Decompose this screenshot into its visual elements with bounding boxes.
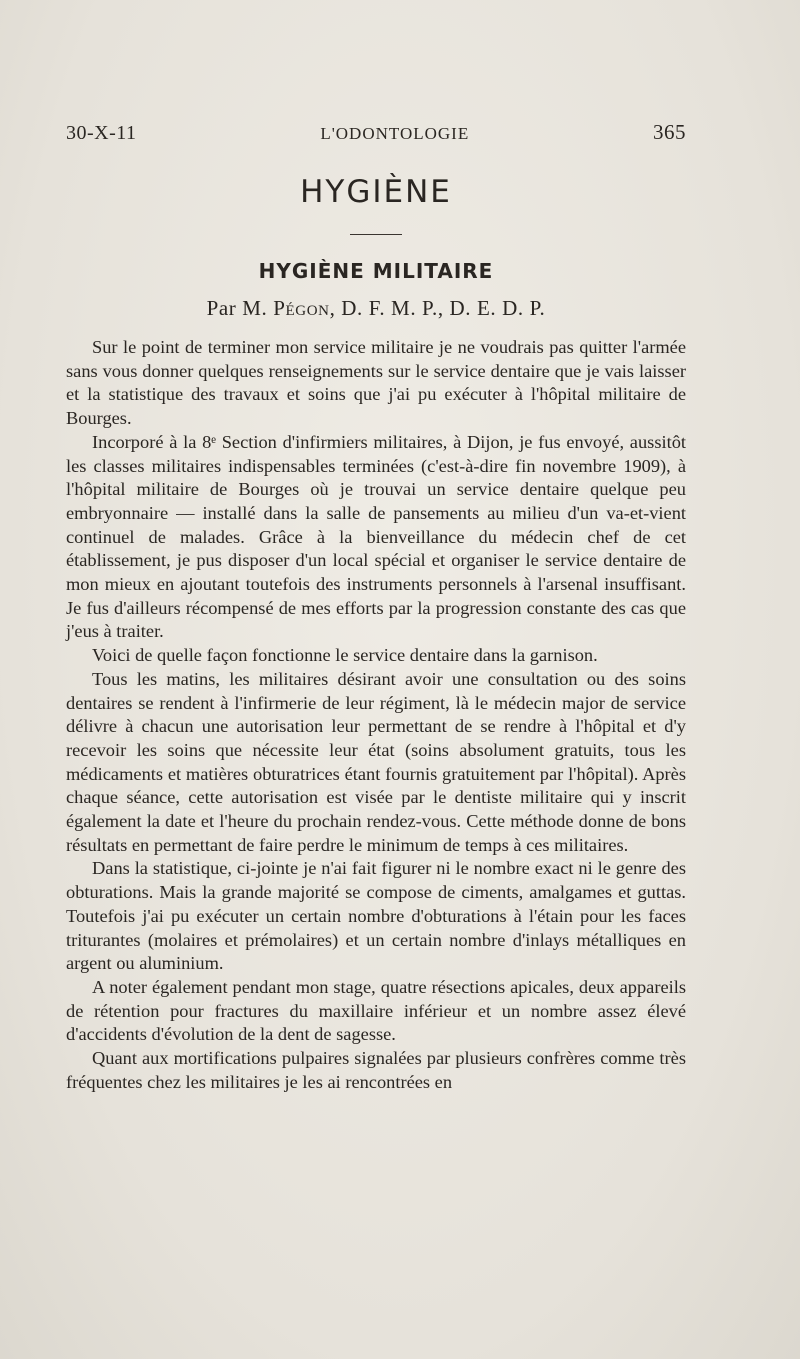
- running-head: [66, 120, 686, 150]
- section-title: HYGIÈNE: [300, 174, 452, 210]
- paragraph: Sur le point de terminer mon service militaire je ne voudrais pas quitter l'armée sans vous donner quelques renseignements sur le service dentaire que je vais laisser et la statistique des travaux et soins que j'ai pu exécuter à l'hôpital militaire de Bourges.: [66, 337, 686, 429]
- divider-rule: [350, 234, 402, 235]
- byline-prefix: Par M.: [206, 296, 268, 320]
- paragraph: A noter également pendant mon stage, quatre résections apicales, deux appareils de rétention pour fractures du maxillaire inférieur et un nombre assez élevé d'accidents d'évolution de la dent de sagesse.: [66, 976, 686, 1045]
- journal-title: L'ODONTOLOGIE: [320, 124, 470, 143]
- article-body: [66, 336, 686, 1095]
- paragraph: Tous les matins, les militaires désirant avoir une consultation ou des soins dentaires se rendent à l'infirmerie de leur régiment, là le médecin major de service délivre à chacun une autorisation leur permettant de se rendre à l'hôpital et d'y recevoir les soins que nécessite leur état (soins absolument gratuits, tous les médicaments et matières obturatrices étant fournis gratuitement par l'hôpital). Après chaque séance, cette autorisation est visée par le dentiste militaire qui y inscrit également la date et l'heure du prochain rendez-vous. Cette méthode donne de bons résultats en permettant de faire perdre le minimum de temps à ces militaires.: [66, 668, 686, 855]
- page: [66, 120, 686, 1095]
- byline-credentials: , D. F. M. P., D. E. D. P.: [329, 296, 546, 320]
- byline-author: Pégon: [273, 296, 330, 320]
- paragraph: Dans la statistique, ci-jointe je n'ai fait figurer ni le nombre exact ni le genre des obturations. Mais la grande majorité se compose de ciments, amalgames et guttas. Toutefois j'ai pu exécuter un certain nombre d'obturations à l'étain pour les faces triturantes (molaires et prémolaires) et un certain nombre d'inlays métalliques en argent ou aluminium.: [66, 858, 686, 974]
- byline: [66, 291, 686, 325]
- article-title: HYGIÈNE MILITAIRE: [258, 259, 494, 283]
- paragraph: Voici de quelle façon fonctionne le service dentaire dans la garnison.: [92, 645, 598, 666]
- issue-date: 30-X-11: [66, 122, 137, 144]
- page-number: 365: [653, 120, 686, 144]
- paragraph: Quant aux mortifications pulpaires signalées par plusieurs confrères comme très fréquentes chez les militaires je les ai rencontrées en: [66, 1048, 686, 1092]
- paragraph: Incorporé à la 8ᵉ Section d'infirmiers militaires, à Dijon, je fus envoyé, aussitôt les classes militaires indispensables terminées (c'est-à-dire fin novembre 1909), à l'hôpital militaire de Bourges où je trouvai un service dentaire quelque peu embryonnaire — installé dans la salle de pansements au milieu d'un va-et-vient continuel de malades. Grâce à la bienveillance du médecin chef de cet établissement, je pus disposer d'un local spécial et organiser le service dentaire de mon mieux en ajoutant toutefois des instruments personnels à l'arsenal insuffisant. Je fus d'ailleurs récompensé de mes efforts par la progression constante des cas que j'eus à traiter.: [66, 431, 686, 642]
